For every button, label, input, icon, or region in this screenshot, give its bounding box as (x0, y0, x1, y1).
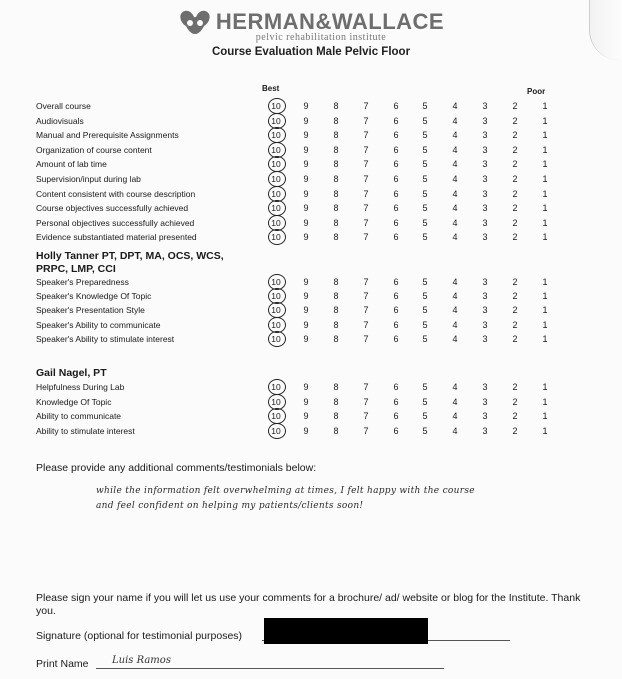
rating-option-2: 2 (512, 130, 518, 141)
rating-option-10: 10 (271, 425, 281, 436)
rating-item-label: Course objectives successfully achieved (36, 203, 189, 214)
signature-note: Please sign your name if you will let us use your comments for a brochure/ ad/ website or blog for the Institute. Thank you. (36, 592, 581, 617)
rating-option-4: 4 (452, 333, 458, 344)
rating-row (36, 188, 596, 202)
rating-option-1: 1 (542, 188, 548, 199)
selected-rating-circle (268, 156, 286, 172)
rating-row (36, 276, 596, 290)
selected-rating-circle (268, 394, 286, 410)
rating-option-10: 10 (271, 333, 281, 344)
rating-option-7: 7 (363, 130, 369, 141)
rating-option-5: 5 (422, 305, 428, 316)
redacted-signature (264, 618, 428, 644)
rating-option-7: 7 (363, 217, 369, 228)
rating-row (36, 129, 596, 143)
print-name-label: Print Name (36, 658, 89, 670)
rating-option-8: 8 (333, 101, 339, 111)
rating-option-3: 3 (482, 144, 488, 155)
rating-option-5: 5 (422, 425, 428, 436)
rating-item-label: Speaker's Knowledge Of Topic (36, 291, 152, 302)
rating-option-2: 2 (512, 291, 518, 302)
rating-option-2: 2 (512, 144, 518, 155)
rating-option-10: 10 (271, 115, 281, 126)
rating-item-label: Audiovisuals (36, 115, 84, 126)
rating-option-1: 1 (542, 159, 548, 170)
comments-prompt: Please provide any additional comments/testimonials below: (36, 462, 317, 474)
rating-option-6: 6 (393, 130, 399, 141)
rating-option-5: 5 (422, 333, 428, 344)
selected-rating-circle (268, 302, 286, 318)
rating-option-10: 10 (271, 305, 281, 316)
rating-option-4: 4 (452, 130, 458, 141)
print-name-value: Luis Ramos (112, 655, 171, 666)
rating-option-5: 5 (422, 277, 428, 287)
rating-option-3: 3 (482, 159, 488, 170)
rating-option-1: 1 (542, 115, 548, 126)
rating-item-label: Personal objectives successfully achieved (36, 217, 195, 228)
poor-label: Poor (527, 87, 546, 96)
rating-option-9: 9 (303, 333, 309, 344)
rating-item-label: Ability to communicate (36, 411, 122, 422)
rating-option-3: 3 (482, 277, 488, 287)
rating-option-3: 3 (482, 291, 488, 302)
rating-option-3: 3 (482, 319, 488, 330)
rating-option-4: 4 (452, 144, 458, 155)
rating-option-3: 3 (482, 305, 488, 316)
rating-option-4: 4 (452, 396, 458, 407)
rating-option-8: 8 (333, 305, 339, 316)
rating-option-10: 10 (271, 159, 281, 170)
rating-option-5: 5 (422, 396, 428, 407)
rating-option-2: 2 (512, 333, 518, 344)
rating-row (36, 319, 596, 333)
rating-option-6: 6 (393, 159, 399, 170)
rating-option-3: 3 (482, 396, 488, 407)
comment-line-1: while the information felt overwhelming at times, I felt happy with the course (96, 486, 475, 496)
selected-rating-circle (268, 127, 286, 143)
rating-option-6: 6 (393, 411, 399, 422)
rating-option-8: 8 (333, 130, 339, 141)
rating-option-6: 6 (393, 396, 399, 407)
rating-option-6: 6 (393, 203, 399, 214)
rating-item-label: Supervision/input during lab (36, 174, 141, 184)
rating-option-9: 9 (303, 425, 309, 436)
pelvis-logo-icon (178, 8, 212, 36)
rating-option-7: 7 (363, 115, 369, 126)
print-name-line (96, 668, 444, 669)
rating-item-label: Helpfulness During Lab (36, 382, 125, 392)
rating-option-7: 7 (363, 144, 369, 155)
rating-option-10: 10 (271, 396, 281, 407)
selected-rating-circle (268, 186, 286, 202)
rating-option-3: 3 (482, 115, 488, 126)
speaker2-name: Gail Nagel, PT (36, 367, 107, 379)
rating-option-8: 8 (333, 144, 339, 155)
rating-option-6: 6 (393, 144, 399, 155)
rating-option-2: 2 (512, 188, 518, 199)
rating-option-1: 1 (542, 203, 548, 214)
rating-option-3: 3 (482, 101, 488, 111)
rating-option-9: 9 (303, 319, 309, 330)
rating-option-4: 4 (452, 291, 458, 302)
rating-option-2: 2 (512, 159, 518, 170)
rating-option-3: 3 (482, 425, 488, 436)
selected-rating-circle (268, 379, 286, 395)
rating-option-5: 5 (422, 115, 428, 126)
rating-option-6: 6 (393, 382, 399, 392)
rating-option-5: 5 (422, 159, 428, 170)
rating-option-6: 6 (393, 188, 399, 199)
rating-item-label: Evidence substantiated material presented (36, 232, 197, 243)
rating-option-2: 2 (512, 277, 518, 287)
rating-option-1: 1 (542, 174, 548, 184)
rating-option-1: 1 (542, 382, 548, 392)
rating-option-5: 5 (422, 130, 428, 141)
rating-option-3: 3 (482, 411, 488, 422)
rating-option-8: 8 (333, 382, 339, 392)
rating-option-2: 2 (512, 425, 518, 436)
selected-rating-circle (268, 200, 286, 216)
rating-item-label: Amount of lab time (36, 159, 107, 170)
rating-item-label: Speaker's Presentation Style (36, 305, 145, 316)
rating-option-10: 10 (271, 144, 281, 155)
rating-option-3: 3 (482, 217, 488, 228)
rating-option-5: 5 (422, 174, 428, 184)
rating-row (36, 217, 596, 231)
rating-row (36, 158, 596, 172)
rating-option-2: 2 (512, 319, 518, 330)
rating-option-5: 5 (422, 291, 428, 302)
rating-row (36, 231, 596, 245)
rating-option-7: 7 (363, 174, 369, 184)
rating-option-2: 2 (512, 174, 518, 184)
best-label: Best (262, 84, 280, 93)
rating-option-7: 7 (363, 291, 369, 302)
rating-row (36, 381, 596, 395)
rating-option-6: 6 (393, 101, 399, 111)
rating-option-4: 4 (452, 217, 458, 228)
rating-option-10: 10 (271, 291, 281, 302)
rating-option-4: 4 (452, 174, 458, 184)
rating-option-1: 1 (542, 232, 548, 243)
rating-option-4: 4 (452, 188, 458, 199)
rating-option-1: 1 (542, 319, 548, 330)
rating-row (36, 202, 596, 216)
rating-option-8: 8 (333, 159, 339, 170)
rating-option-1: 1 (542, 101, 548, 111)
rating-option-9: 9 (303, 217, 309, 228)
rating-option-9: 9 (303, 232, 309, 243)
selected-rating-circle (268, 171, 286, 187)
selected-rating-circle (268, 142, 286, 158)
rating-option-1: 1 (542, 396, 548, 407)
selected-rating-circle (268, 215, 286, 231)
rating-option-7: 7 (363, 305, 369, 316)
rating-row (36, 333, 596, 347)
rating-option-9: 9 (303, 382, 309, 392)
rating-option-6: 6 (393, 217, 399, 228)
rating-option-2: 2 (512, 305, 518, 316)
rating-option-4: 4 (452, 411, 458, 422)
rating-option-1: 1 (542, 411, 548, 422)
rating-option-4: 4 (452, 305, 458, 316)
rating-option-7: 7 (363, 101, 369, 111)
rating-option-10: 10 (271, 232, 281, 243)
rating-option-5: 5 (422, 232, 428, 243)
rating-option-9: 9 (303, 130, 309, 141)
signature-label: Signature (optional for testimonial purposes) (36, 630, 243, 642)
rating-item-label: Speaker's Ability to stimulate interest (36, 333, 175, 344)
rating-row (36, 173, 596, 187)
selected-rating-circle (268, 423, 286, 439)
rating-option-10: 10 (271, 203, 281, 214)
rating-option-8: 8 (333, 232, 339, 243)
rating-option-1: 1 (542, 333, 548, 344)
logo-tagline: pelvic rehabilitation institute (255, 32, 387, 43)
selected-rating-circle (268, 98, 286, 114)
rating-option-2: 2 (512, 101, 518, 111)
rating-option-6: 6 (393, 115, 399, 126)
rating-row (36, 100, 596, 114)
rating-option-8: 8 (333, 188, 339, 199)
rating-option-8: 8 (333, 319, 339, 330)
rating-option-3: 3 (482, 130, 488, 141)
rating-option-1: 1 (542, 277, 548, 287)
rating-option-4: 4 (452, 382, 458, 392)
rating-option-3: 3 (482, 188, 488, 199)
rating-option-7: 7 (363, 411, 369, 422)
rating-option-9: 9 (303, 188, 309, 199)
rating-option-4: 4 (452, 319, 458, 330)
rating-option-9: 9 (303, 203, 309, 214)
logo-name: HERMAN&WALLACE (215, 9, 445, 34)
rating-option-6: 6 (393, 291, 399, 302)
rating-option-7: 7 (363, 188, 369, 199)
rating-option-3: 3 (482, 232, 488, 243)
rating-option-4: 4 (452, 159, 458, 170)
rating-option-1: 1 (542, 217, 548, 228)
rating-item-label: Knowledge Of Topic (36, 396, 112, 407)
rating-option-5: 5 (422, 319, 428, 330)
rating-option-8: 8 (333, 203, 339, 214)
rating-option-5: 5 (422, 101, 428, 111)
speaker1-name-line2: PRPC, LMP, CCI (36, 263, 116, 275)
rating-item-label: Ability to stimulate interest (36, 425, 135, 436)
rating-option-5: 5 (422, 217, 428, 228)
rating-option-1: 1 (542, 144, 548, 155)
rating-option-7: 7 (363, 232, 369, 243)
rating-option-7: 7 (363, 159, 369, 170)
rating-option-5: 5 (422, 411, 428, 422)
rating-option-3: 3 (482, 382, 488, 392)
rating-option-8: 8 (333, 411, 339, 422)
rating-option-8: 8 (333, 291, 339, 302)
rating-option-4: 4 (452, 277, 458, 287)
rating-option-6: 6 (393, 425, 399, 436)
rating-option-10: 10 (271, 319, 281, 330)
rating-row (36, 115, 596, 129)
speaker1-name-line1: Holly Tanner PT, DPT, MA, OCS, WCS, (36, 250, 224, 262)
rating-option-7: 7 (363, 277, 369, 287)
rating-option-1: 1 (542, 425, 548, 436)
rating-option-6: 6 (393, 319, 399, 330)
rating-option-3: 3 (482, 174, 488, 184)
selected-rating-circle (268, 408, 286, 424)
rating-option-10: 10 (271, 277, 281, 287)
rating-option-2: 2 (512, 232, 518, 243)
rating-option-7: 7 (363, 425, 369, 436)
rating-option-3: 3 (482, 333, 488, 344)
selected-rating-circle (268, 331, 286, 347)
rating-option-7: 7 (363, 396, 369, 407)
selected-rating-circle (268, 113, 286, 129)
rating-option-8: 8 (333, 115, 339, 126)
rating-option-5: 5 (422, 144, 428, 155)
rating-row (36, 144, 596, 158)
rating-option-10: 10 (271, 188, 281, 199)
speaker1-name (36, 250, 224, 276)
rating-item-label: Manual and Prerequisite Assignments (36, 130, 179, 141)
rating-row (36, 304, 596, 318)
rating-option-4: 4 (452, 232, 458, 243)
rating-option-10: 10 (271, 217, 281, 228)
rating-option-6: 6 (393, 174, 399, 184)
rating-option-6: 6 (393, 305, 399, 316)
rating-row (36, 425, 596, 439)
rating-option-4: 4 (452, 203, 458, 214)
rating-option-6: 6 (393, 277, 399, 287)
rating-option-2: 2 (512, 396, 518, 407)
rating-option-10: 10 (271, 101, 281, 111)
rating-option-6: 6 (393, 232, 399, 243)
rating-option-2: 2 (512, 217, 518, 228)
rating-option-6: 6 (393, 333, 399, 344)
rating-item-label: Overall course (36, 101, 91, 111)
rating-option-8: 8 (333, 396, 339, 407)
rating-item-label: Speaker's Preparedness (36, 277, 129, 287)
rating-option-7: 7 (363, 382, 369, 392)
rating-option-10: 10 (271, 130, 281, 141)
rating-option-8: 8 (333, 277, 339, 287)
rating-row (36, 410, 596, 424)
rating-option-1: 1 (542, 130, 548, 141)
rating-option-1: 1 (542, 291, 548, 302)
rating-option-9: 9 (303, 396, 309, 407)
rating-option-9: 9 (303, 144, 309, 155)
rating-option-9: 9 (303, 101, 309, 111)
rating-option-9: 9 (303, 277, 309, 287)
rating-option-9: 9 (303, 174, 309, 184)
rating-option-9: 9 (303, 291, 309, 302)
rating-option-7: 7 (363, 333, 369, 344)
rating-option-10: 10 (271, 411, 281, 422)
rating-row (36, 396, 596, 410)
form-title: Course Evaluation Male Pelvic Floor (211, 46, 411, 58)
rating-option-9: 9 (303, 115, 309, 126)
rating-row (36, 290, 596, 304)
rating-option-5: 5 (422, 382, 428, 392)
rating-option-2: 2 (512, 411, 518, 422)
rating-option-8: 8 (333, 333, 339, 344)
rating-option-9: 9 (303, 305, 309, 316)
rating-item-label: Organization of course content (36, 144, 152, 155)
selected-rating-circle (268, 229, 286, 245)
rating-option-9: 9 (303, 411, 309, 422)
rating-option-4: 4 (452, 115, 458, 126)
rating-option-9: 9 (303, 159, 309, 170)
rating-option-8: 8 (333, 425, 339, 436)
rating-option-2: 2 (512, 382, 518, 392)
rating-option-8: 8 (333, 174, 339, 184)
rating-option-10: 10 (271, 174, 281, 184)
rating-option-7: 7 (363, 319, 369, 330)
form-header (0, 8, 622, 58)
rating-option-5: 5 (422, 203, 428, 214)
rating-option-10: 10 (271, 382, 281, 392)
rating-item-label: Content consistent with course description (36, 188, 196, 199)
comment-line-2: and feel confident on helping my patients/clients soon! (96, 501, 364, 511)
rating-option-2: 2 (512, 203, 518, 214)
rating-option-4: 4 (452, 425, 458, 436)
rating-item-label: Speaker's Ability to communicate (36, 319, 161, 330)
rating-option-4: 4 (452, 101, 458, 111)
rating-option-2: 2 (512, 115, 518, 126)
rating-option-3: 3 (482, 203, 488, 214)
rating-option-1: 1 (542, 305, 548, 316)
rating-option-7: 7 (363, 203, 369, 214)
rating-option-8: 8 (333, 217, 339, 228)
rating-option-5: 5 (422, 188, 428, 199)
